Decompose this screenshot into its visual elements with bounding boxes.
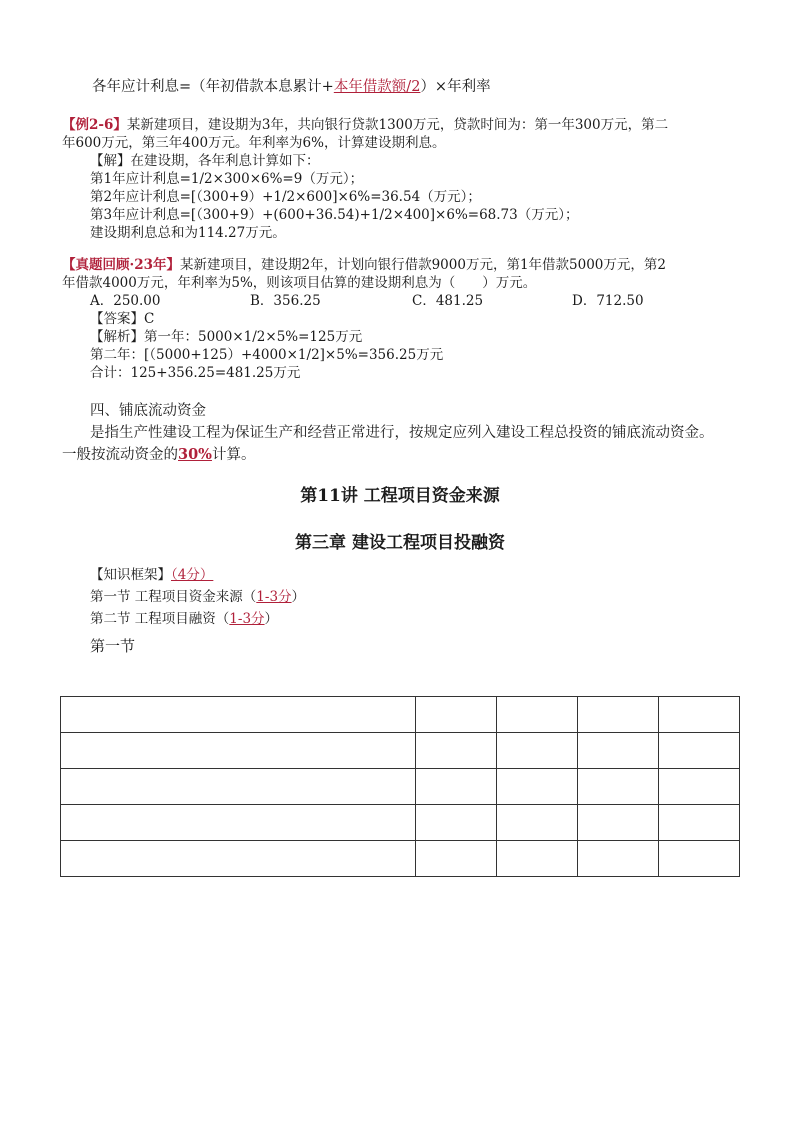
table-cell	[416, 697, 497, 733]
formula-prefix: 各年应计利息=（年初借款本息累计+	[92, 79, 334, 95]
framework-item-2-text: 第二节 工程项目融资（	[90, 611, 230, 627]
table-cell	[578, 697, 659, 733]
example-text-1: 某新建项目，建设期为3年，共向银行贷款1300万元，贷款时间为：第一年300万元，第二	[126, 117, 669, 133]
example-line-2: 年600万元，第三年400万元。年利率为6%，计算建设期利息。	[62, 135, 446, 151]
table-cell	[659, 769, 740, 805]
table-cell	[578, 733, 659, 769]
table-row	[61, 769, 740, 805]
example-line-1	[62, 116, 668, 134]
framework-item-2-suffix: ）	[264, 611, 279, 627]
section-heading: 第一节	[90, 637, 136, 655]
framework-item-1-suffix: ）	[291, 589, 306, 605]
review-text-1: 某新建项目，建设期2年，计划向银行借款9000万元，第1年借款5000万元，第2	[180, 257, 666, 273]
option-d: D．712.50	[572, 293, 644, 309]
section4-highlight: 30%	[178, 446, 212, 463]
review-line-2: 年借款4000万元，年利率为5%，则该项目估算的建设期利息为（ ）万元。	[62, 275, 537, 291]
chapter-title: 第三章 建设工程项目投融资	[295, 533, 505, 553]
table-cell	[416, 733, 497, 769]
table-cell	[416, 769, 497, 805]
table-cell	[578, 769, 659, 805]
table-cell	[61, 805, 416, 841]
table-row	[61, 805, 740, 841]
formula-suffix: ）×年利率	[420, 79, 491, 95]
table-cell	[61, 841, 416, 877]
framework-score: （4分）	[171, 567, 214, 583]
framework-item-1	[90, 588, 305, 606]
analysis-line-1: 【解析】第一年：5000×1/2×5%=125万元	[90, 329, 363, 345]
framework-item-2-score: 1-3分	[229, 611, 265, 627]
framework-label	[90, 566, 213, 584]
table-cell	[578, 841, 659, 877]
section4-suffix: 计算。	[211, 447, 256, 463]
calc-line-2: 第2年应计利息=[（300+9）+1/2×600]×6%=36.54（万元）；	[90, 189, 481, 205]
solution-label: 【解】在建设期，各年利息计算如下：	[90, 153, 320, 169]
table-cell	[659, 697, 740, 733]
analysis-line-3: 合计：125+356.25=481.25万元	[90, 365, 301, 381]
table-row	[61, 697, 740, 733]
table-cell	[659, 733, 740, 769]
table-cell	[416, 841, 497, 877]
table-cell	[659, 841, 740, 877]
interest-formula	[92, 78, 491, 96]
review-line-1	[62, 256, 666, 274]
table-cell	[659, 805, 740, 841]
section4-line-1: 是指生产性建设工程为保证生产和经营正常进行，按规定应列入建设工程总投资的铺底流动资金。	[90, 425, 714, 441]
table-cell	[61, 769, 416, 805]
table-cell	[497, 697, 578, 733]
table-cell	[61, 697, 416, 733]
table-row	[61, 841, 740, 877]
framework-item-2	[90, 610, 278, 628]
formula-highlight: 本年借款额/2	[333, 79, 421, 95]
table-cell	[497, 733, 578, 769]
empty-table	[60, 696, 740, 877]
lecture-title: 第11讲 工程项目资金来源	[300, 486, 500, 506]
table-cell	[61, 733, 416, 769]
section4-prefix: 一般按流动资金的	[62, 447, 178, 463]
calc-line-3: 第3年应计利息=[（300+9）+(600+36.54)+1/2×400]×6%=68.73（万元）；	[90, 207, 579, 223]
calc-total: 建设期利息总和为114.27万元。	[90, 225, 286, 241]
table-cell	[578, 805, 659, 841]
answer: 【答案】C	[90, 311, 155, 327]
table-row	[61, 733, 740, 769]
section4-line-2	[62, 446, 255, 464]
example-tag: 【例2-6】	[62, 117, 127, 133]
review-tag: 【真题回顾·23年】	[62, 257, 180, 273]
calc-line-1: 第1年应计利息=1/2×300×6%=9（万元）；	[90, 171, 364, 187]
framework-label-text: 【知识框架】	[90, 567, 171, 583]
option-b: B．356.25	[250, 293, 321, 309]
framework-item-1-text: 第一节 工程项目资金来源（	[90, 589, 257, 605]
section4-title: 四、铺底流动资金	[90, 403, 206, 419]
table-cell	[497, 805, 578, 841]
option-c: C．481.25	[412, 293, 484, 309]
option-a: A．250.00	[90, 293, 161, 309]
table-cell	[497, 841, 578, 877]
framework-item-1-score: 1-3分	[256, 589, 292, 605]
table-cell	[416, 805, 497, 841]
table-cell	[497, 769, 578, 805]
analysis-line-2: 第二年：[（5000+125）+4000×1/2]×5%=356.25万元	[90, 347, 444, 363]
